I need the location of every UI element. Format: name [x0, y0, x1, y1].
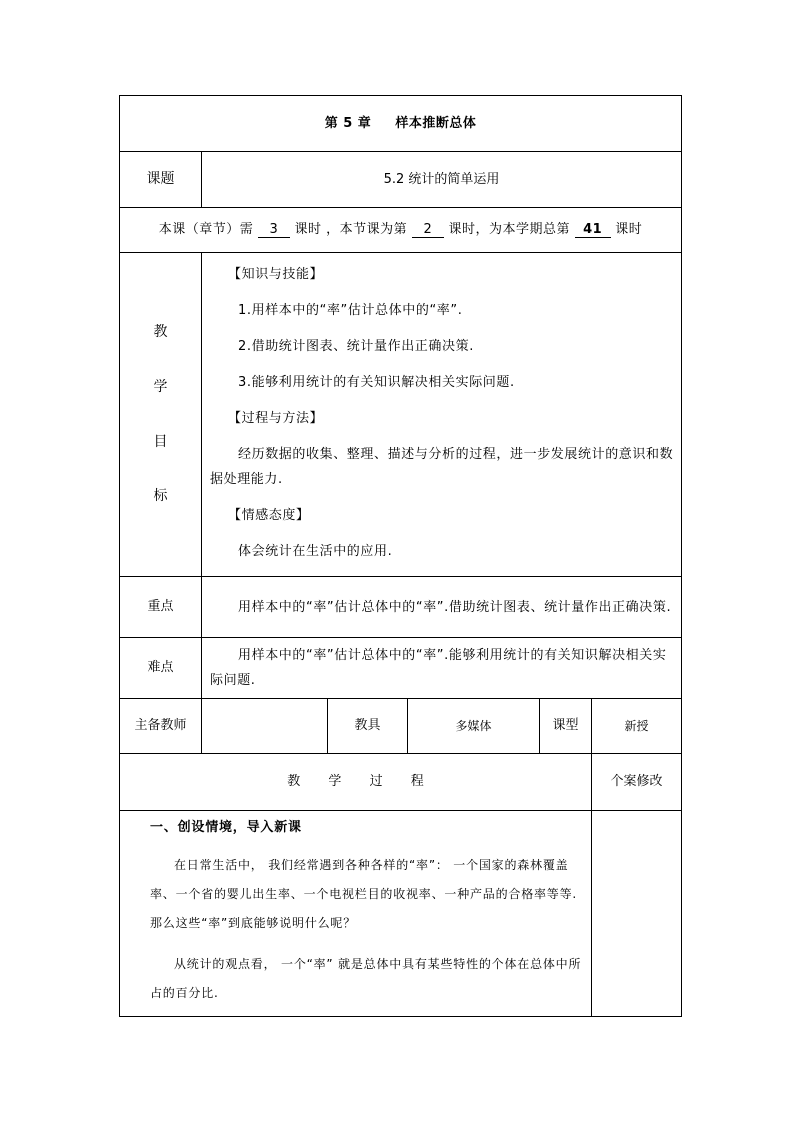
objectives-label: [120, 253, 202, 577]
difficult-point-content: [202, 638, 682, 699]
chapter-number: 第 5 章: [324, 115, 372, 131]
section-1-title: 一、创设情境，导入新课: [150, 820, 302, 835]
type-label: 课型: [540, 699, 592, 754]
lesson-value: 5.2 统计的简单运用: [202, 152, 682, 208]
process-header-char: 程: [410, 774, 424, 790]
process-header: [120, 754, 592, 811]
hours-semester: 41: [575, 223, 611, 238]
lesson-hours: [120, 208, 682, 253]
difficult-point-text: 用样本中的“率”估计总体中的“率”.能够利用统计的有关知识解决相关实际问题.: [210, 648, 667, 688]
key-point-label: 重点: [120, 577, 202, 638]
revision-label: 个案修改: [592, 754, 682, 811]
type-value: 新授: [592, 699, 682, 754]
knowledge-item: 2.借助统计图表、统计量作出正确决策.: [238, 339, 474, 354]
objectives-label-char: 目: [153, 433, 168, 450]
hours-mid2: 课时，为本学期总第: [448, 221, 570, 237]
hours-mid1: 课时 ，本节课为第: [294, 221, 408, 237]
knowledge-item: 1.用样本中的“率”估计总体中的“率”.: [238, 303, 463, 318]
hours-suffix: 课时: [615, 221, 643, 237]
hours-current: 2: [412, 223, 444, 238]
knowledge-item: 3.能够利用统计的有关知识解决相关实际问题.: [238, 375, 515, 390]
objectives-label-char: 标: [153, 488, 168, 505]
objectives-label-char: 教: [153, 323, 168, 340]
revision-column: [592, 811, 682, 1017]
teacher-label: 主备教师: [120, 699, 202, 754]
process-header-char: 学: [328, 774, 342, 790]
knowledge-heading: 【知识与技能】: [228, 267, 324, 282]
chapter-title: [120, 96, 682, 152]
emotion-text: 体会统计在生活中的应用.: [238, 544, 393, 559]
key-point-text: 用样本中的“率”估计总体中的“率”.借助统计图表、统计量作出正确决策.: [238, 599, 672, 615]
process-body: [120, 811, 592, 1017]
process-text: 经历数据的收集、整理、描述与分析的过程，进一步发展统计的意识和数据处理能力.: [210, 447, 674, 487]
objectives-content: [202, 253, 682, 577]
tools-value: 多媒体: [408, 699, 540, 754]
difficult-point-label: 难点: [120, 638, 202, 699]
hours-prefix: 本课（章节）需: [158, 221, 254, 237]
process-paragraph-2: 从统计的观点看， 一个“率” 就是总体中具有某些特性的个体在总体中所占的百分比.: [150, 957, 582, 1000]
key-point-content: [202, 577, 682, 638]
lesson-label: 课题: [120, 152, 202, 208]
emotion-heading: 【情感态度】: [228, 508, 310, 523]
process-header-char: 过: [369, 774, 383, 790]
lesson-plan-table: [119, 95, 682, 1017]
chapter-name: 样本推断总体: [395, 115, 477, 131]
process-header-char: 教: [287, 774, 301, 790]
teacher-value: [202, 699, 328, 754]
process-paragraph-1: 在日常生活中， 我们经常遇到各种各样的“率”： 一个国家的森林覆盖率、一个省的婴儿出生率、一个电视栏目的收视率、一种产品的合格率等等. 那么这些“率”到底能够说明什么呢？: [150, 858, 578, 930]
hours-total: 3: [258, 223, 290, 238]
objectives-label-char: 学: [153, 378, 168, 395]
process-heading: 【过程与方法】: [228, 411, 324, 426]
tools-label: 教具: [328, 699, 408, 754]
